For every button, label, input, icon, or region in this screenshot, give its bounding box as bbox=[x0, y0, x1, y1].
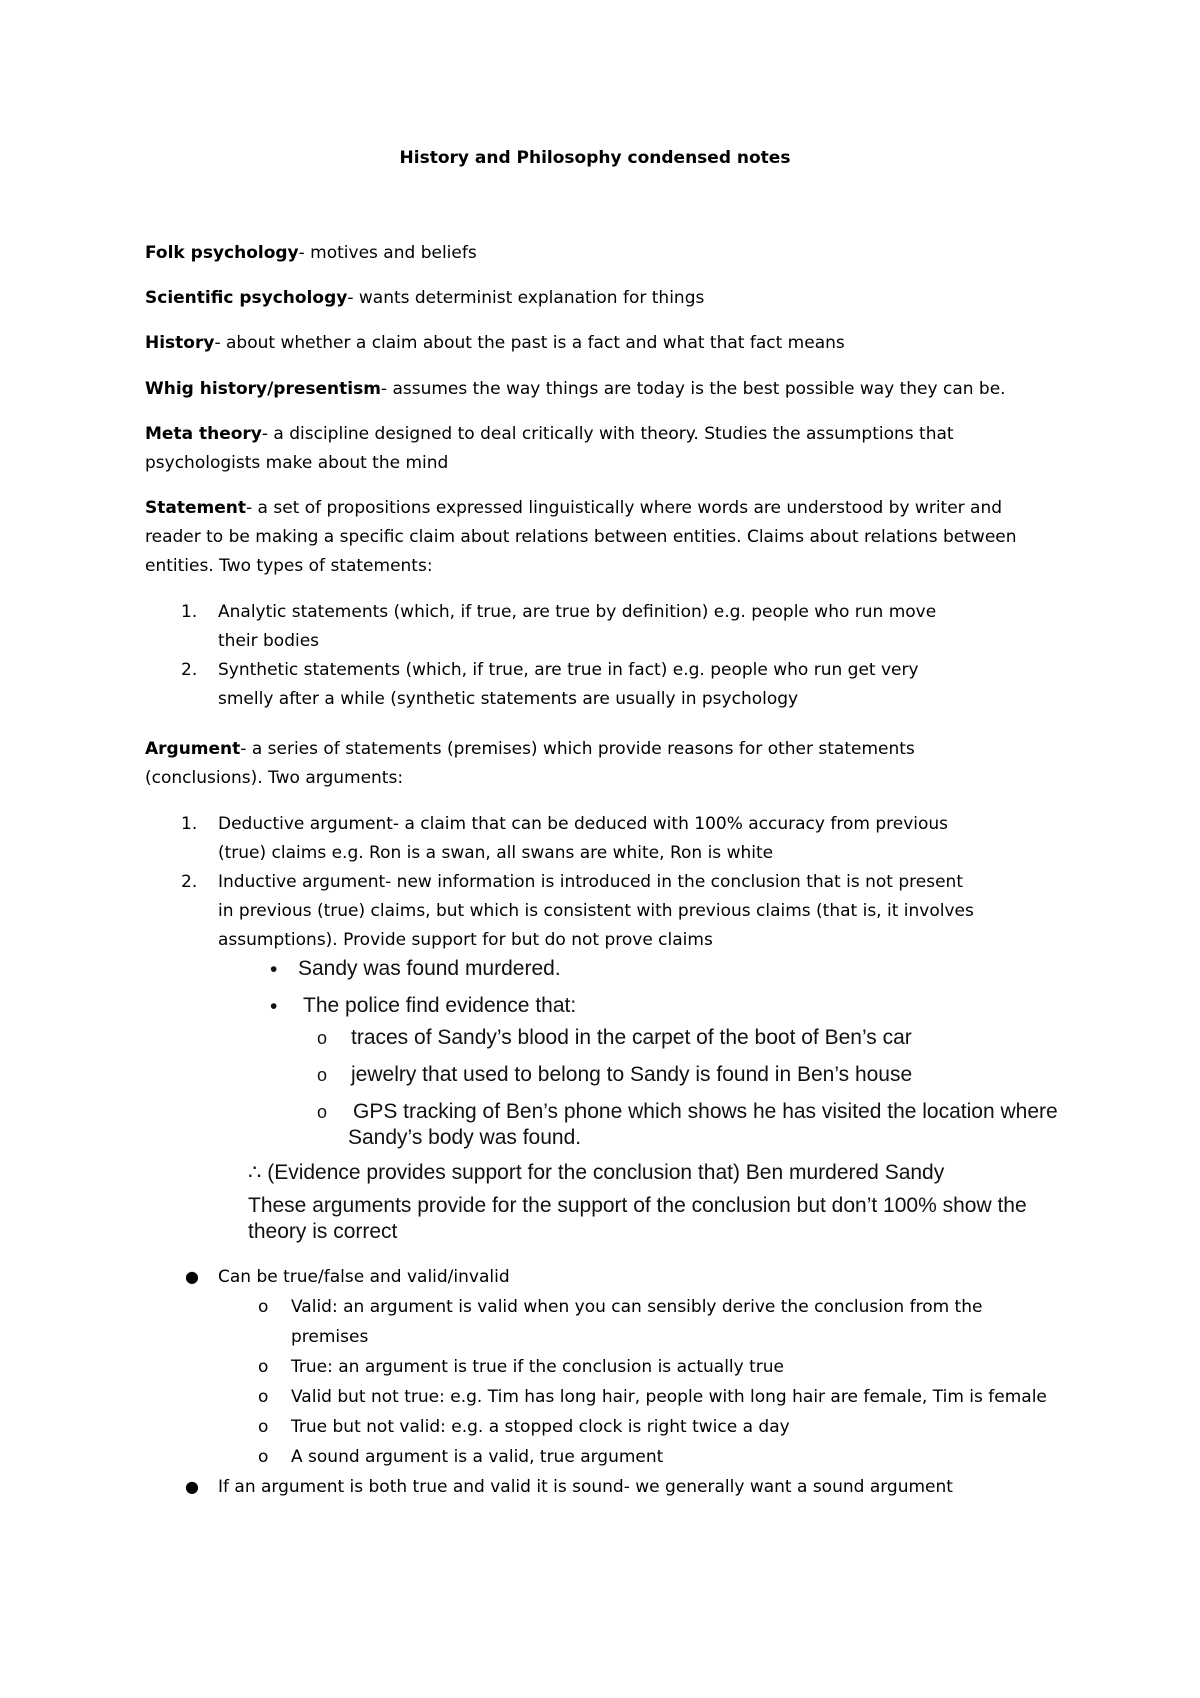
example-subline: GPS tracking of Ben’s phone which shows he has visited the location where bbox=[353, 1100, 1058, 1123]
example-subline: jewelry that used to belong to Sandy is found in Ben’s house bbox=[351, 1063, 913, 1086]
list-item-text: A sound argument is a valid, true argument bbox=[291, 1447, 664, 1467]
definition-term: Argument bbox=[145, 739, 241, 759]
definition-term: Statement bbox=[145, 498, 246, 518]
list-item bbox=[145, 1382, 1051, 1412]
definition-text: - wants determinist explanation for things bbox=[347, 288, 705, 308]
definition-text: - a set of propositions expressed linguistically where words are understood by writer and reader to be making a specific claim about relations between entities. Claims about relations between entities. Two types of statements: bbox=[145, 498, 1017, 576]
definition-term: Meta theory bbox=[145, 424, 262, 444]
definition-term: Whig history/presentism bbox=[145, 379, 381, 399]
list-item-text: Valid: an argument is valid when you can sensibly derive the conclusion from the premises bbox=[291, 1297, 983, 1347]
circle-bullet-icon: o bbox=[258, 1447, 269, 1467]
list-number: 1. bbox=[181, 602, 198, 622]
list-item bbox=[145, 1292, 1031, 1352]
list-item bbox=[145, 1412, 1045, 1442]
list-item-text: Can be true/false and valid/invalid bbox=[218, 1267, 510, 1287]
list-item bbox=[145, 1262, 1045, 1292]
bullet-icon: • bbox=[270, 995, 278, 1018]
example-note: theory is correct bbox=[248, 1220, 398, 1243]
example-subline: Sandy’s body was found. bbox=[348, 1126, 582, 1149]
circle-bullet-icon: o bbox=[317, 1065, 328, 1085]
definition-text: - about whether a claim about the past is a fact and what that fact means bbox=[214, 333, 845, 353]
definition-term: History bbox=[145, 333, 215, 353]
definition-text: - motives and beliefs bbox=[298, 243, 477, 263]
list-item bbox=[145, 1352, 1045, 1382]
list-item bbox=[145, 1442, 1045, 1472]
list-item-text: If an argument is both true and valid it is sound- we generally want a sound argument bbox=[218, 1477, 953, 1497]
list-item-text: Deductive argument- a claim that can be deduced with 100% accuracy from previous (true) claims e.g. Ron is a swan, all swans are white, Ron is white bbox=[218, 814, 949, 863]
example-conclusion: ∴ (Evidence provides support for the conclusion that) Ben murdered Sandy bbox=[248, 1161, 945, 1184]
definition-text: - assumes the way things are today is the best possible way they can be. bbox=[380, 379, 1006, 399]
list-item-text: Inductive argument- new information is introduced in the conclusion that is not present in previous (true) claims, but which is consistent with previous claims (that is, it involves assumptions). Provide support for but do not prove claims bbox=[218, 872, 974, 950]
circle-bullet-icon: o bbox=[258, 1357, 269, 1377]
document-title: History and Philosophy condensed notes bbox=[399, 148, 791, 168]
circle-bullet-icon: o bbox=[258, 1417, 269, 1437]
list-item-text: True but not valid: e.g. a stopped clock is right twice a day bbox=[291, 1417, 790, 1437]
circle-bullet-icon: o bbox=[317, 1028, 328, 1048]
example-line: The police find evidence that: bbox=[303, 994, 577, 1017]
bullet-icon: ● bbox=[185, 1477, 199, 1496]
validity-bullet-list bbox=[145, 1262, 1045, 1502]
definition-term: Folk psychology bbox=[145, 243, 299, 263]
example-line: Sandy was found murdered. bbox=[298, 957, 561, 980]
definition-text: - a discipline designed to deal critically with theory. Studies the assumptions that psychologists make about the mind bbox=[145, 424, 954, 473]
list-item-text: Valid but not true: e.g. Tim has long hair, people with long hair are female, Tim is female bbox=[291, 1387, 1047, 1407]
example-subline: traces of Sandy’s blood in the carpet of the boot of Ben’s car bbox=[351, 1026, 912, 1049]
list-item-text: True: an argument is true if the conclusion is actually true bbox=[291, 1357, 784, 1377]
circle-bullet-icon: o bbox=[258, 1387, 269, 1407]
list-item-text: Synthetic statements (which, if true, are true in fact) e.g. people who run get very smelly after a while (synthetic statements are usually in psychology bbox=[218, 660, 919, 709]
list-number: 2. bbox=[181, 660, 198, 680]
example-note: These arguments provide for the support of the conclusion but don’t 100% show the bbox=[248, 1194, 1027, 1217]
list-item bbox=[145, 1472, 1045, 1502]
circle-bullet-icon: o bbox=[258, 1297, 269, 1317]
bullet-icon: ● bbox=[185, 1267, 199, 1286]
list-item-text: Analytic statements (which, if true, are true by definition) e.g. people who run move their bodies bbox=[218, 602, 937, 651]
circle-bullet-icon: o bbox=[317, 1102, 328, 1122]
definition-term: Scientific psychology bbox=[145, 288, 348, 308]
list-number: 2. bbox=[181, 872, 198, 892]
bullet-icon: • bbox=[270, 958, 278, 981]
list-number: 1. bbox=[181, 814, 198, 834]
definition-text: - a series of statements (premises) which provide reasons for other statements (conclusions). Two arguments: bbox=[145, 739, 915, 788]
